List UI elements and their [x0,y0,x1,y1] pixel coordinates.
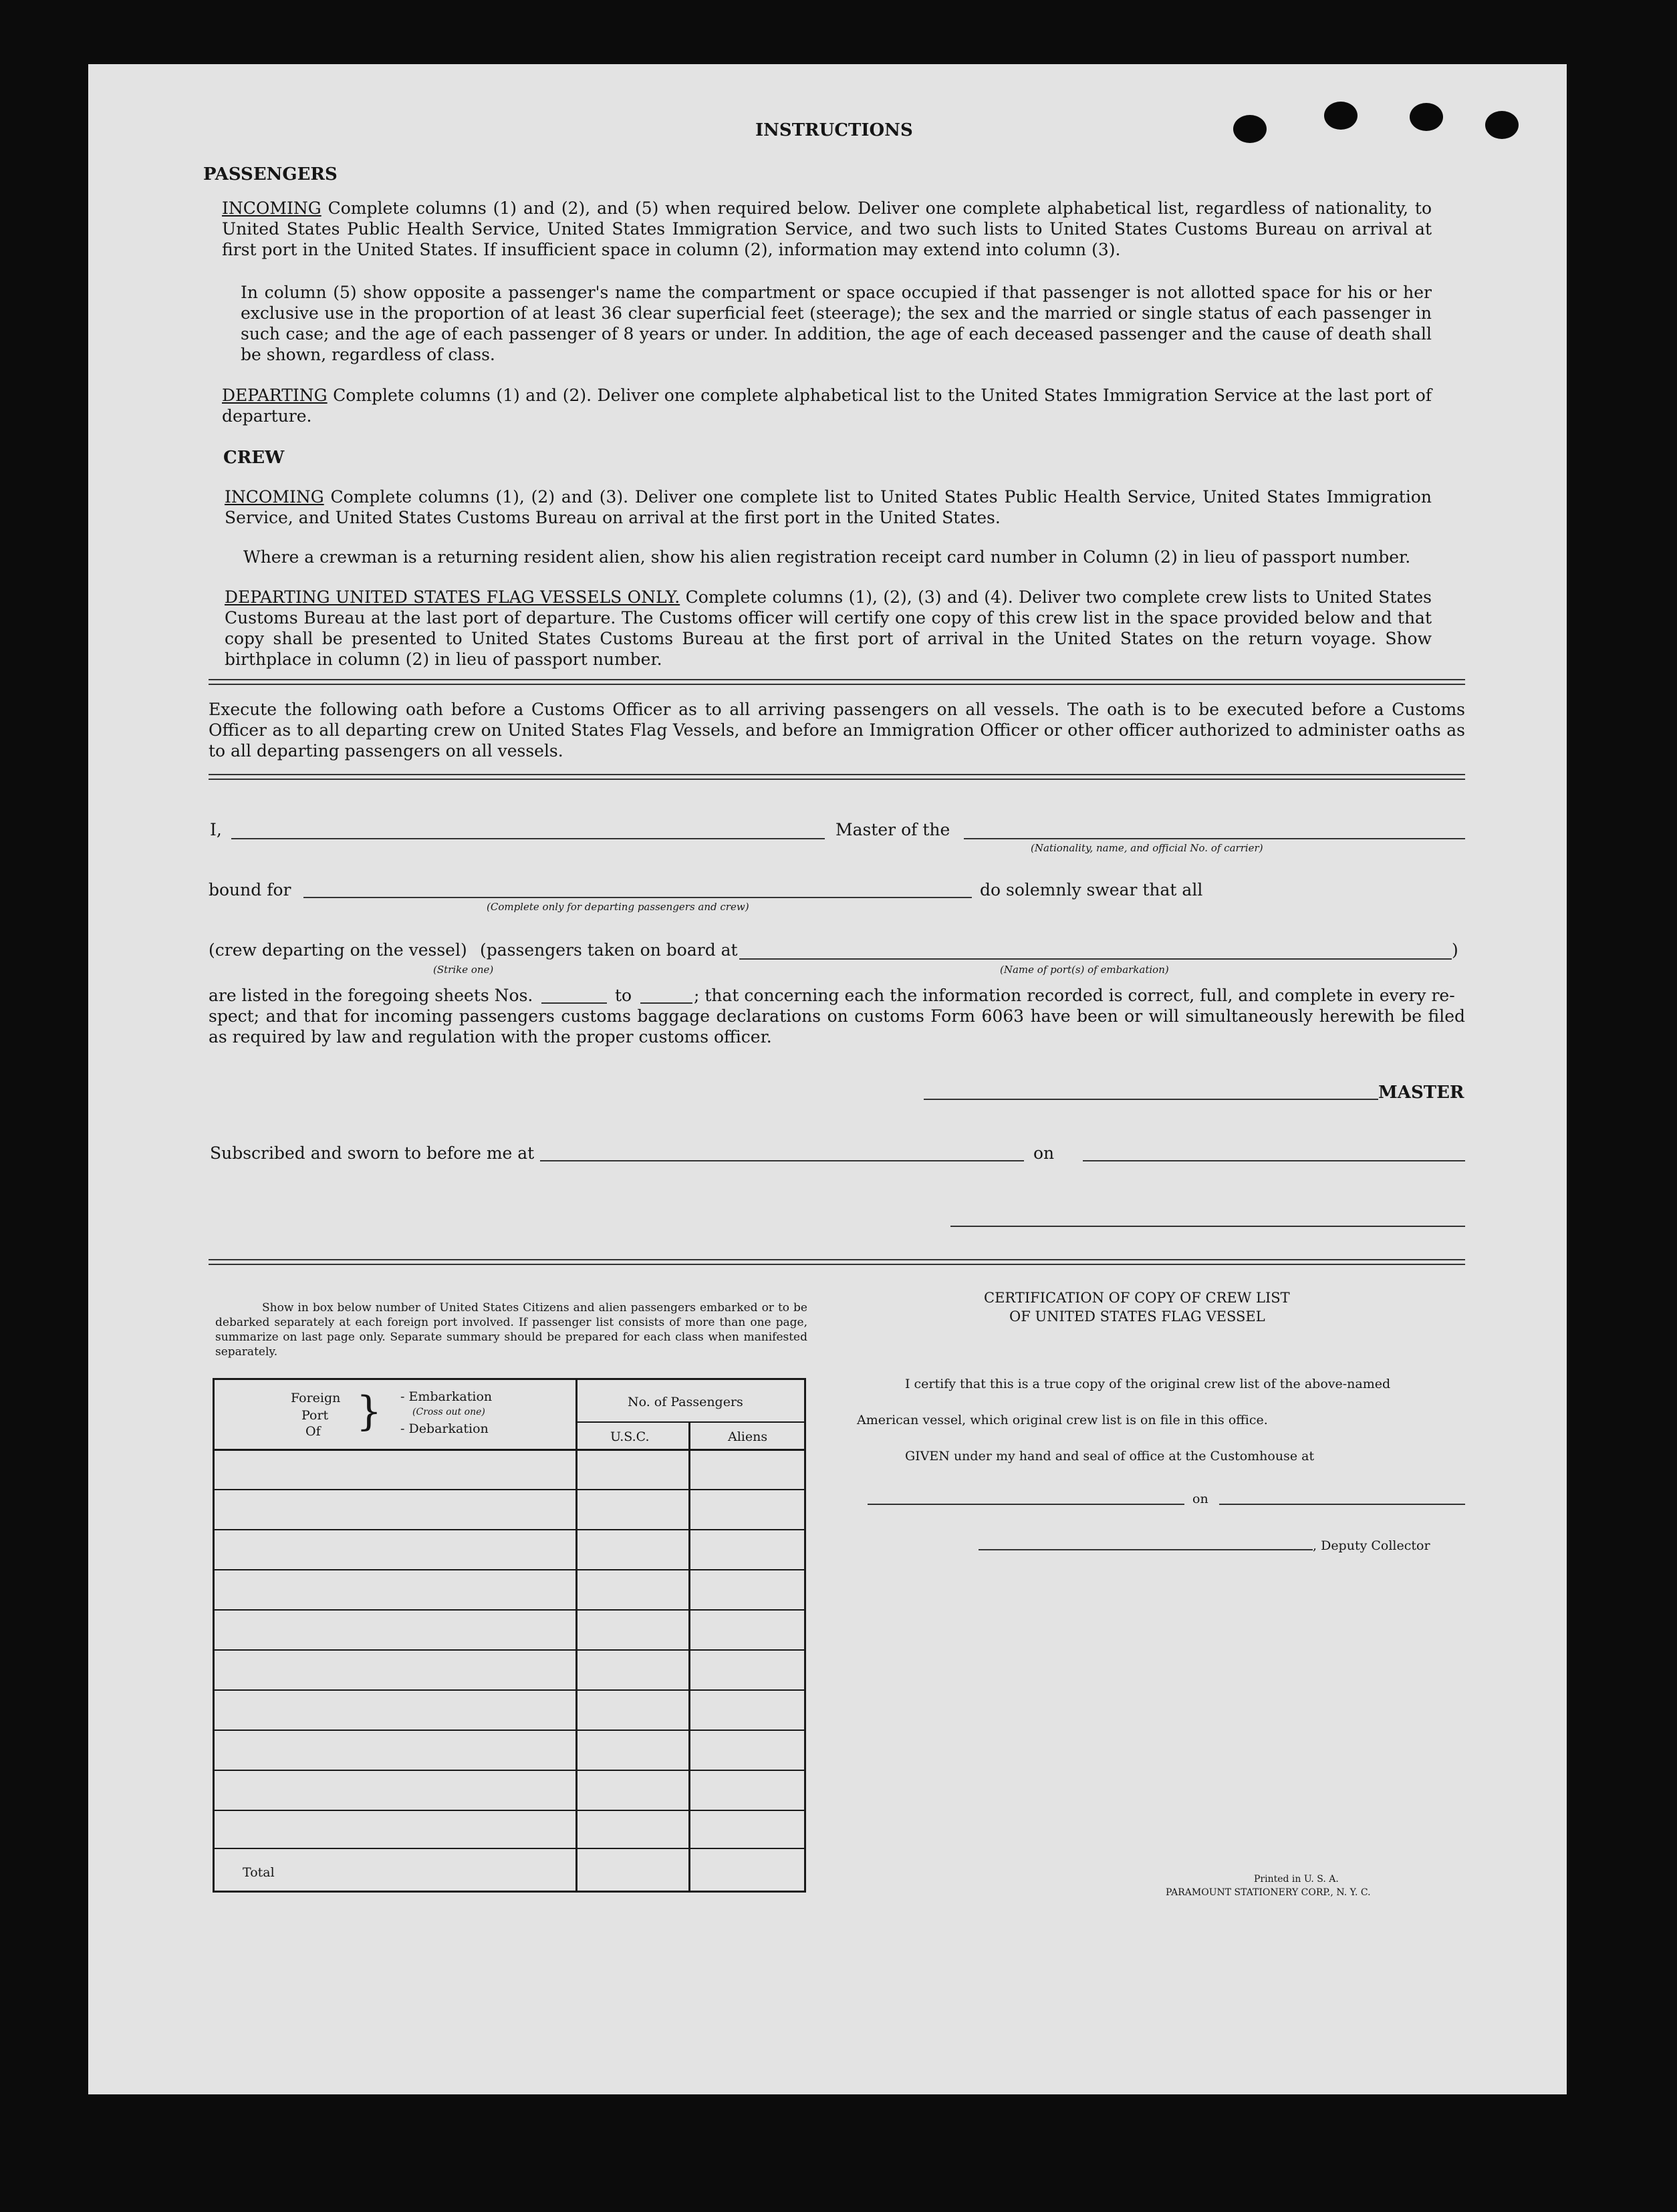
listed-label: are listed in the foregoing sheets Nos. [209,986,533,1005]
crew-departing-option: (crew departing on the vessel) [209,940,467,960]
port-hint: (Name of port(s) of embarkation) [1000,964,1169,976]
swear-label: do solemnly swear that all [980,880,1203,900]
departing-text: Complete columns (1) and (2). Deliver one complete alphabetical list to the United States Immigration Service at the last port of departure. [222,386,1432,426]
certify-text: I certify that this is a true copy of the original crew list of the above-named [905,1377,1391,1391]
punch-hole [1485,111,1519,139]
table-row [215,1689,804,1691]
foreign-label: Foreign [291,1391,341,1405]
master-label: MASTER [1378,1083,1464,1103]
crew-departing-label: DEPARTING UNITED STATES FLAG VESSELS ONLY. [225,587,680,607]
total-row-divider [215,1848,804,1849]
table-row [215,1489,804,1490]
usc-header: U.S.C. [610,1429,650,1444]
crew-incoming-text: Complete columns (1), (2) and (3). Deliver one complete list to United States Public Health Service, United States Immigration Service, and United States Customs Bureau on arrival at the first port in the United States. [225,487,1432,527]
form-sheet [88,64,1567,2094]
sworn-date-field[interactable] [1083,1160,1465,1161]
punch-hole [1324,102,1358,130]
carrier-field[interactable] [964,838,1465,839]
passengers-heading: PASSENGERS [203,164,338,184]
table-row [215,1569,804,1570]
deputy-signature-field[interactable] [979,1549,1313,1550]
master-of-label: Master of the [835,820,950,839]
incoming-text: Complete columns (1) and (2), and (5) when required below. Deliver one complete alphabetical list, regardless of nationality, to United States Public Health Service, United States Immigration Service, and two such lists to United States Customs Bureau on arrival at first port in the United States. If insufficient space in column (2), information may extend into column (3). [222,198,1432,259]
american-vessel-text: American vessel, which original crew list is on file in this office. [857,1413,1268,1427]
box-instructions: Show in box below number of United States Citizens and alien passengers embarked or to be debarked separately at each foreign port involved. If passenger list consists of more than one page, summarize on last page only. Separate summary should be prepared for each class when manifested separately. [215,1301,807,1359]
sheet-from-field[interactable] [541,1002,607,1004]
carrier-hint: (Nationality, name, and official No. of carrier) [1031,842,1263,854]
passengers-incoming-paragraph [222,198,1432,260]
given-text: GIVEN under my hand and seal of office at the Customhouse at [905,1449,1315,1464]
crew-incoming-label: INCOMING [225,487,324,507]
embarkation-label: - Embarkation [400,1389,493,1404]
embarkation-port-field[interactable] [739,958,1452,960]
bound-for-label: bound for [209,880,291,900]
bound-for-hint: (Complete only for departing passengers and crew) [487,901,749,913]
passenger-summary-table [213,1378,806,1893]
sworn-place-field[interactable] [540,1160,1024,1161]
port-label: Port [301,1408,329,1423]
deputy-collector-label: , Deputy Collector [1313,1538,1430,1553]
oath-intro-paragraph: Execute the following oath before a Customs Officer as to all arriving passengers on all vessels. The oath is to be executed before a Customs Officer as to all departing crew on United States Flag Vessels, and before an Immigration Officer or other officer authorized to administer oaths as to all departing passengers on all vessels. [209,700,1465,761]
master-name-field[interactable] [231,838,825,839]
cert-date-field[interactable] [1219,1504,1465,1505]
printer-name: PARAMOUNT STATIONERY CORP., N. Y. C. [1166,1887,1371,1898]
cert-on-label: on [1192,1492,1208,1506]
table-row [215,1609,804,1611]
departing-label: DEPARTING [222,386,328,405]
listed-continuation: ; that concerning each the information recorded is correct, full, and complete in every re- [694,986,1455,1005]
on-label: on [1033,1143,1055,1163]
bound-for-field[interactable] [303,897,972,898]
close-paren: ) [1452,940,1458,960]
column5-paragraph: In column (5) show opposite a passenger's name the compartment or space occupied if that passenger is not allotted space for his or her exclusive use in the proportion of at least 36 clear superficial feet (steerage); the sex and the married or single status of each passenger in such case; and the age of each passenger of 8 years or under. In addition, the age of each deceased passenger and the cause of death shall be shown, regardless of class. [241,283,1432,364]
oath-i-label: I, [210,820,222,839]
crew-departing-paragraph [225,587,1432,670]
table-row [215,1730,804,1731]
passengers-taken-option: (passengers taken on board at [480,940,738,960]
page-title: INSTRUCTIONS [755,120,913,140]
brace-symbol: } [356,1388,382,1435]
passengers-departing-paragraph [222,385,1432,426]
oath-remainder: spect; and that for incoming passengers customs baggage declarations on customs Form 6063 have been or will simultaneously herewith be filed as required by law and regulation with the proper customs officer. [209,1006,1465,1047]
incoming-label: INCOMING [222,198,321,218]
cross-out-hint: (Cross out one) [412,1407,485,1417]
header-divider [215,1449,804,1451]
certification-title-2: OF UNITED STATES FLAG VESSEL [1009,1308,1265,1325]
divider [209,774,1465,780]
subscribed-label: Subscribed and sworn to before me at [210,1143,535,1163]
table-row [215,1529,804,1530]
divider [209,679,1465,685]
of-label: Of [305,1424,321,1439]
aliens-header: Aliens [728,1429,768,1444]
to-label: to [615,986,632,1005]
row-divider [575,1421,804,1423]
certification-title-1: CERTIFICATION OF COPY OF CREW LIST [984,1290,1290,1306]
table-row [215,1810,804,1811]
customhouse-field[interactable] [868,1504,1184,1505]
officer-signature-field[interactable] [950,1226,1465,1227]
table-row [215,1770,804,1771]
punch-hole [1233,115,1267,143]
crew-heading: CREW [223,448,285,468]
crew-departing-text: Complete columns (1), (2), (3) and (4). Deliver two complete crew lists to United States Customs Bureau at the last port of departure. The Customs officer will certify one copy of this crew list in the space provided below and that copy shall be presented to United States Customs Bureau at the first port of arrival in the United States on the return voyage. Show birthplace in column (2) in lieu of passport number. [225,587,1432,669]
sheet-to-field[interactable] [640,1002,692,1004]
printed-in-usa: Printed in U. S. A. [1254,1874,1339,1885]
master-signature-field[interactable] [924,1099,1378,1100]
punch-hole [1410,103,1443,131]
resident-alien-note: Where a crewman is a returning resident alien, show his alien registration receipt card number in Column (2) in lieu of passport number. [243,547,1411,567]
no-passengers-header: No. of Passengers [628,1395,743,1409]
debarkation-label: - Debarkation [400,1421,489,1436]
table-row [215,1649,804,1651]
column-divider [688,1421,690,1891]
crew-incoming-paragraph [225,487,1432,528]
divider [209,1259,1465,1265]
strike-one-hint: (Strike one) [433,964,494,976]
column-divider [575,1380,577,1891]
total-label: Total [243,1865,275,1880]
